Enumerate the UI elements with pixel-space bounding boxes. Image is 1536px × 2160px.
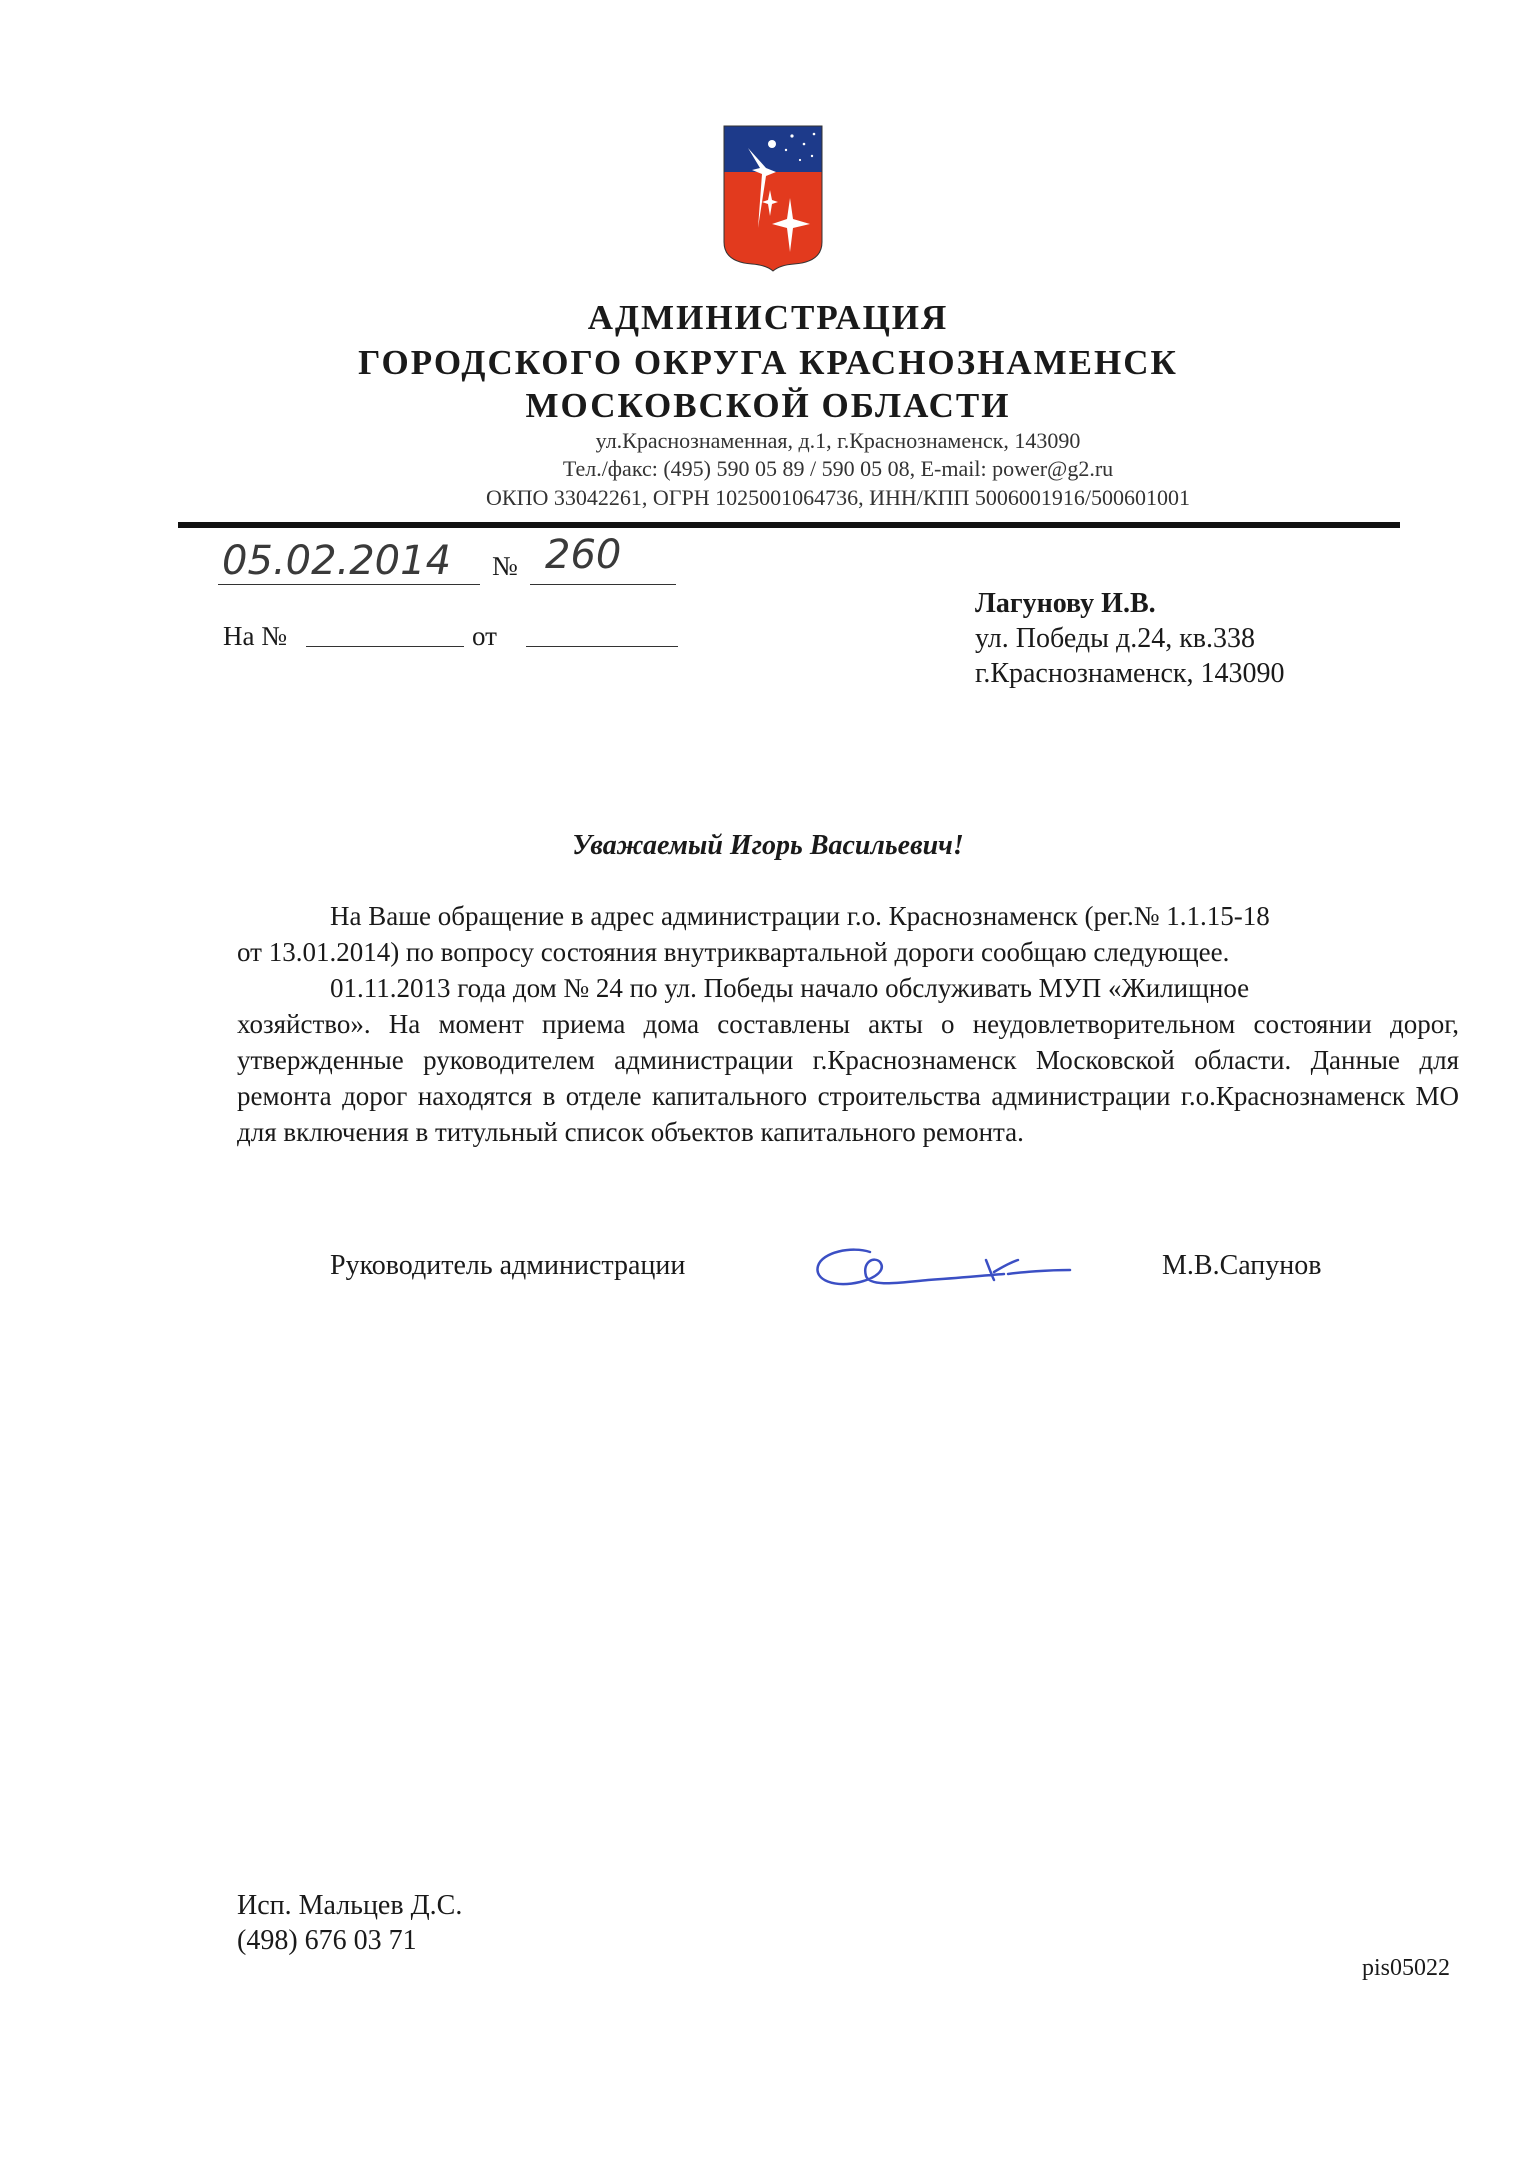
number-label: № (492, 551, 518, 581)
header-title-line1: АДМИНИСТРАЦИЯ (587, 298, 949, 337)
executor-name: Исп. Мальцев Д.С. (237, 1890, 463, 1921)
header-title-line3: МОСКОВСКОЙ ОБЛАСТИ (525, 386, 1011, 425)
number-underline (530, 584, 676, 585)
coat-of-arms-emblem (722, 124, 824, 272)
header-codes: ОКПО 33042261, ОГРН 1025001064736, ИНН/КПП 5006001916/500601001 (486, 485, 1190, 510)
header-address: ул.Краснознаменная, д.1, г.Краснознаменск, 143090 (595, 428, 1081, 453)
paragraph1-second-line: от 13.01.2014) по вопросу состояния внутриквартальной дороги сообщаю следующее. (237, 937, 1230, 967)
reference-number-label: На № (223, 621, 287, 651)
header-contacts: Тел./факс: (495) 590 05 89 / 590 05 08, E-mail: power@g2.ru (562, 456, 1114, 481)
signatory-name: М.В.Сапунов (1162, 1250, 1322, 1281)
document-code: pis05022 (1362, 1955, 1451, 1981)
signatory-position: Руководитель администрации (330, 1250, 686, 1281)
reference-date-label: от (472, 621, 497, 651)
executor-phone: (498) 676 03 71 (237, 1925, 417, 1956)
salutation: Уважаемый Игорь Васильевич! (572, 830, 964, 861)
recipient-name: Лагунову И.В. (975, 588, 1156, 619)
date-underline (218, 584, 480, 585)
recipient-city: г.Краснознаменск, 143090 (975, 658, 1285, 689)
paragraph2-first-line: 01.11.2013 года дом № 24 по ул. Победы начало обслуживать МУП «Жилищное (330, 973, 1250, 1003)
recipient-street: ул. Победы д.24, кв.338 (975, 623, 1256, 654)
outgoing-number: 260 (545, 532, 622, 578)
paragraph1-first-line: На Ваше обращение в адрес администрации г.о. Краснознаменск (рег.№ 1.1.15-18 (330, 901, 1270, 931)
handwritten-signature (808, 1236, 1078, 1306)
outgoing-date: 05.02.2014 (222, 538, 452, 584)
reference-date-blank (526, 646, 678, 647)
reference-number-blank (306, 646, 464, 647)
header-divider (178, 522, 1400, 528)
header-title-line2: ГОРОДСКОГО ОКРУГА КРАСНОЗНАМЕНСК (358, 343, 1178, 382)
paragraph2-body: хозяйство». На момент приема дома составлены акты о неудовлетворительном состоянии дорог, утвержденные руководителем администрации г.Краснознаменск Московской области. Данные для ремонта дорог находятся в отделе капитального строительства администрации г.о.Краснознаменск МО для включения в титульный список объектов капитального ремонта. (237, 1009, 1459, 1147)
